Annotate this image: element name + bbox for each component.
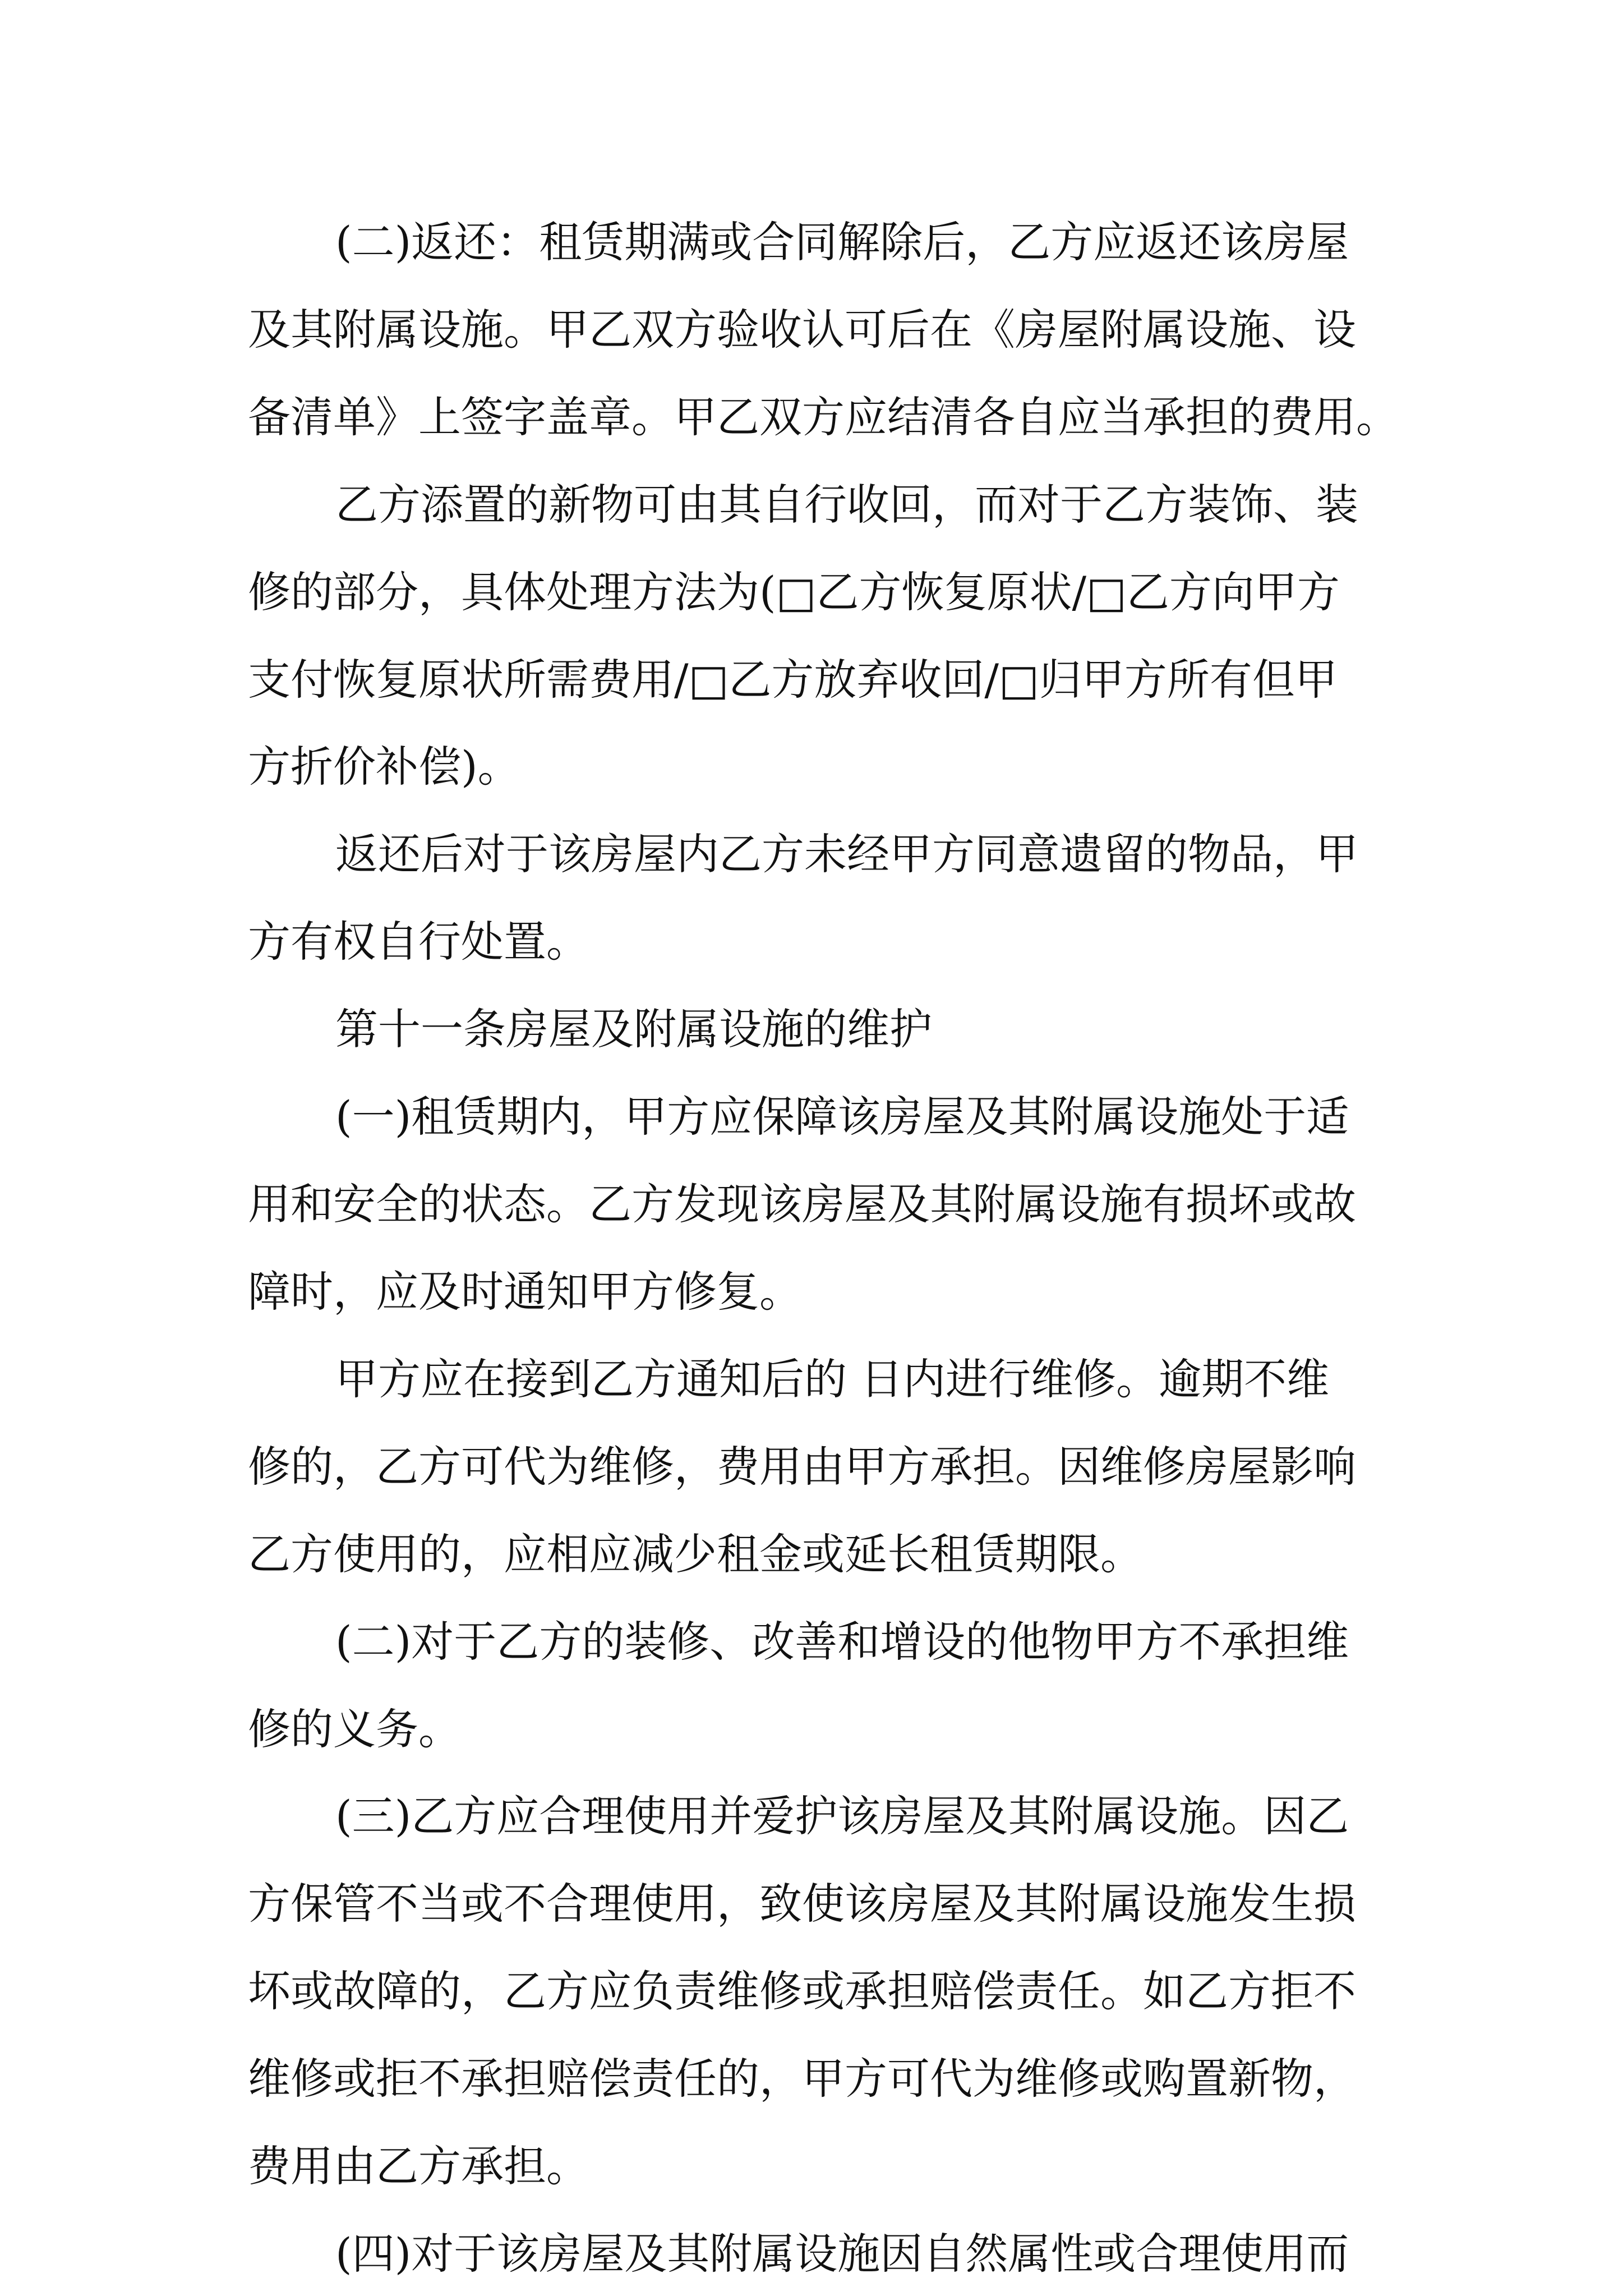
text-line: 用和安全的状态。乙方发现该房屋及其附属设施有损坏或故 [248,1179,1356,1229]
text-line: 方折价补偿)。 [248,742,520,792]
text-line: 支付恢复原状所需费用/□乙方放弃收回/□归甲方所有但甲 [248,655,1338,705]
text-line: 及其附属设施。甲乙双方验收认可后在《房屋附属设施、设 [248,305,1356,355]
text-line: (二)返还：租赁期满或合同解除后，乙方应返还该房屋 [335,217,1349,267]
text-line: 坏或故障的，乙方应负责维修或承担赔偿责任。如乙方拒不 [248,1966,1356,2016]
text-line: 修的，乙方可代为维修，费用由甲方承担。因维修房屋影响 [248,1442,1356,1492]
text-line: 甲方应在接到乙方通知后的 日内进行维修。逾期不维 [335,1354,1330,1404]
text-line: (三)乙方应合理使用并爱护该房屋及其附属设施。因乙 [335,1791,1349,1841]
text-line: 维修或拒不承担赔偿责任的，甲方可代为维修或购置新物， [248,2054,1356,2104]
text-line: 乙方使用的，应相应减少租金或延长租赁期限。 [248,1529,1143,1579]
text-line: (一)租赁期内，甲方应保障该房屋及其附属设施处于适 [335,1092,1349,1142]
text-line: 备清单》上签字盖章。甲乙双方应结清各自应当承担的费用。 [248,392,1399,442]
text-line: (四)对于该房屋及其附属设施因自然属性或合理使用而 [335,2229,1349,2279]
text-line: 修的部分，具体处理方法为(□乙方恢复原状/□乙方向甲方 [248,567,1340,617]
text-line: 费用由乙方承担。 [248,2141,589,2191]
section-heading: 第十一条房屋及附属设施的维护 [335,1004,932,1054]
text-line: 障时，应及时通知甲方修复。 [248,1267,802,1317]
text-line: 方有权自行处置。 [248,917,589,967]
text-line: (二)对于乙方的装修、改善和增设的他物甲方不承担维 [335,1617,1349,1667]
text-line: 乙方添置的新物可由其自行收回，而对于乙方装饰、装 [335,480,1358,530]
text-line: 方保管不当或不合理使用，致使该房屋及其附属设施发生损 [248,1879,1356,1929]
text-line: 返还后对于该房屋内乙方未经甲方同意遗留的物品，甲 [335,829,1358,879]
text-line: 修的义务。 [248,1704,461,1754]
